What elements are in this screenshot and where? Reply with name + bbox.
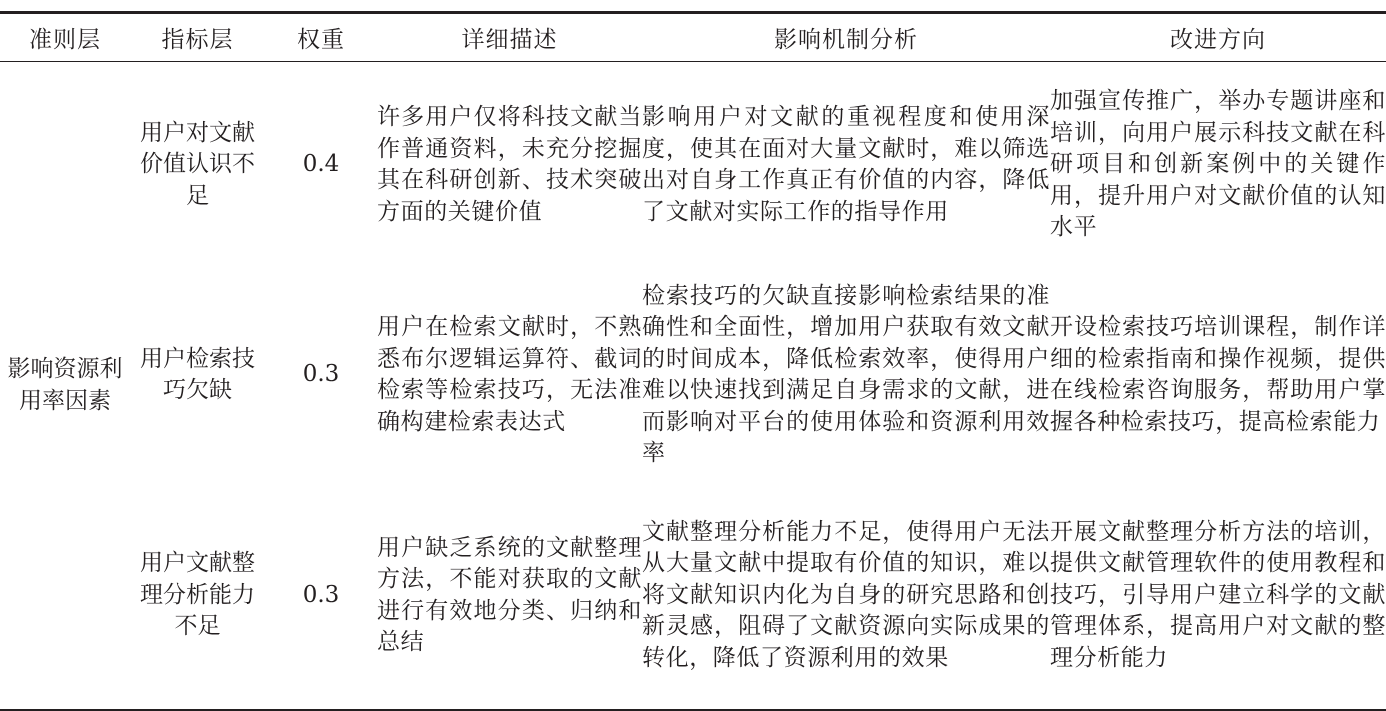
mechanism-cell: 影响用户对文献的重视程度和使用深度，使其在面对大量文献时，难以筛选出对自身工作真正有价值的内容，降低了文献对实际工作的指导作用 bbox=[642, 104, 1050, 225]
header-weight: 权重 bbox=[265, 13, 377, 62]
mechanism-cell: 检索技巧的欠缺直接影响检索结果的准确性和全面性，增加用户获取有效文献的时间成本，降低检索效率，使得用户难以快速找到满足自身需求的文献，进而影响对平台的使用体验和资源利用效率 bbox=[642, 282, 1050, 466]
table-row bbox=[0, 268, 1386, 482]
weight-cell: 0.3 bbox=[302, 581, 340, 608]
header-mechanism: 影响机制分析 bbox=[642, 13, 1050, 62]
description-cell: 用户缺乏系统的文献整理方法，不能对获取的文献进行有效地分类、归纳和总结 bbox=[377, 534, 642, 655]
header-indicator: 指标层 bbox=[130, 13, 265, 62]
improvement-cell: 加强宣传推广，举办专题讲座和培训，向用户展示科技文献在科研项目和创新案例中的关键作用，提升用户对文献价值的认知水平 bbox=[1050, 88, 1386, 241]
criterion-cell: 影响资源利用率因素 bbox=[7, 356, 123, 414]
header-improvement: 改进方向 bbox=[1050, 13, 1386, 62]
weight-cell: 0.3 bbox=[302, 361, 340, 388]
improvement-cell: 开设检索技巧培训课程，制作详细的检索指南和操作视频，提供在线检索咨询服务，帮助用户掌握各种检索技巧，提高检索能力 bbox=[1050, 314, 1386, 435]
weight-cell: 0.4 bbox=[302, 151, 340, 178]
mechanism-cell: 文献整理分析能力不足，使得用户无法从大量文献中提取有价值的知识，难以将文献知识内化为自身的研究思路和创新灵感，阻碍了文献资源向实际成果的转化，降低了资源利用的效果 bbox=[642, 518, 1050, 671]
indicator-cell: 用户检索技巧欠缺 bbox=[140, 345, 255, 403]
table-body bbox=[0, 62, 1386, 711]
indicator-table bbox=[0, 11, 1386, 711]
indicator-cell: 用户对文献价值认识不足 bbox=[140, 119, 255, 209]
header-description: 详细描述 bbox=[377, 13, 642, 62]
table-row bbox=[0, 62, 1386, 269]
header-row bbox=[0, 13, 1386, 62]
header-criterion: 准则层 bbox=[0, 13, 130, 62]
indicator-cell: 用户文献整理分析能力不足 bbox=[140, 550, 255, 640]
table-header bbox=[0, 13, 1386, 62]
improvement-cell: 开展文献整理分析方法的培训，提供文献管理软件的使用教程和技巧，引导用户建立科学的文献管理体系，提高用户对文献的整理分析能力 bbox=[1050, 518, 1386, 671]
description-cell: 许多用户仅将科技文献当作普通资料，未充分挖掘其在科研创新、技术突破方面的关键价值 bbox=[377, 104, 642, 225]
description-cell: 用户在检索文献时，不熟悉布尔逻辑运算符、截词检索等检索技巧，无法准确构建检索表达式 bbox=[377, 314, 642, 435]
table-row bbox=[0, 482, 1386, 710]
